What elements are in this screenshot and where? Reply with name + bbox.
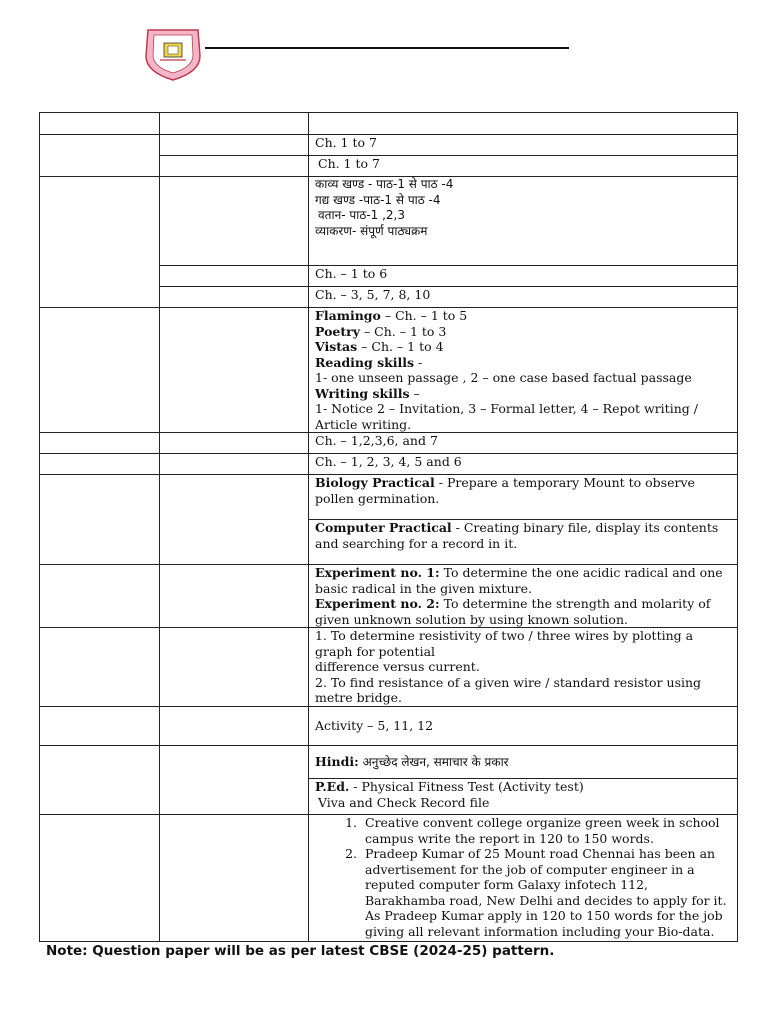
table-cell bbox=[40, 746, 160, 815]
table-cell bbox=[40, 707, 160, 746]
table-cell bbox=[160, 628, 309, 707]
table-cell bbox=[160, 156, 309, 177]
table-cell bbox=[160, 308, 309, 433]
english-line: Reading skills - bbox=[315, 354, 423, 370]
cell-text: Ch. – 1, 2, 3, 4, 5 and 6 bbox=[315, 454, 462, 469]
table-cell bbox=[40, 475, 160, 565]
table-cell bbox=[309, 707, 738, 746]
table-cell bbox=[160, 815, 309, 942]
table-cell bbox=[40, 113, 160, 135]
cell-text: Activity – 5, 11, 12 bbox=[315, 718, 434, 734]
practical-text: Computer Practical - Creating binary file, display its contents and searching for a record in it. bbox=[315, 520, 719, 551]
table-cell bbox=[40, 308, 160, 433]
table-cell bbox=[160, 565, 309, 628]
cell-text: Ch. – 3, 5, 7, 8, 10 bbox=[315, 287, 431, 302]
table-cell bbox=[160, 113, 309, 135]
table-cell bbox=[309, 287, 738, 308]
table-row bbox=[40, 135, 738, 156]
table-cell bbox=[309, 308, 738, 433]
practical-text: Viva and Check Record file bbox=[318, 794, 490, 810]
table-cell bbox=[40, 628, 160, 707]
table-cell bbox=[309, 113, 738, 135]
hindi-line: गद्य खण्ड -पाठ-1 से पाठ -4 bbox=[315, 192, 441, 207]
table-cell bbox=[40, 135, 160, 177]
cell-text: Ch. 1 to 7 bbox=[315, 135, 377, 150]
table-row bbox=[40, 454, 738, 475]
practical-text: 2. To find resistance of a given wire / standard resistor using metre bridge. bbox=[315, 674, 702, 705]
table-header-row bbox=[40, 113, 738, 135]
hindi-line: वतान- पाठ-1 ,2,3 bbox=[318, 208, 405, 222]
table-row bbox=[40, 628, 738, 707]
table-cell bbox=[40, 565, 160, 628]
table-row bbox=[40, 565, 738, 628]
practical-text: Experiment no. 1: To determine the one acidic radical and one basic radical in the given mixture. bbox=[315, 565, 723, 596]
english-line: Writing skills – bbox=[315, 385, 420, 401]
table-cell bbox=[160, 177, 309, 266]
english-line: Vistas – Ch. – 1 to 4 bbox=[315, 339, 444, 354]
cell-text: Ch. 1 to 7 bbox=[318, 156, 380, 171]
table-cell bbox=[309, 433, 738, 454]
table-cell bbox=[309, 779, 738, 815]
table-row bbox=[40, 177, 738, 266]
table-cell bbox=[40, 177, 160, 308]
table-cell bbox=[309, 454, 738, 475]
table-cell bbox=[40, 815, 160, 942]
table-cell bbox=[309, 266, 738, 287]
writing-tasks-list bbox=[315, 815, 731, 939]
table-cell bbox=[309, 135, 738, 156]
table-cell bbox=[309, 475, 738, 520]
table-cell bbox=[160, 135, 309, 156]
practical-text: P.Ed. - Physical Fitness Test (Activity test) bbox=[315, 779, 584, 794]
table-cell bbox=[309, 156, 738, 177]
school-logo bbox=[142, 26, 204, 82]
table-cell bbox=[160, 287, 309, 308]
table-row bbox=[40, 475, 738, 520]
table-cell bbox=[309, 520, 738, 565]
table-cell bbox=[309, 746, 738, 779]
english-line: 1- one unseen passage , 2 – one case based factual passage bbox=[315, 370, 692, 385]
table-row bbox=[40, 308, 738, 433]
practical-text: 1. To determine resistivity of two / three wires by plotting a graph for potential bbox=[315, 628, 694, 659]
table-cell bbox=[160, 707, 309, 746]
table-row bbox=[40, 707, 738, 746]
english-line: Poetry – Ch. – 1 to 3 bbox=[315, 323, 447, 339]
table-row bbox=[40, 433, 738, 454]
table-cell bbox=[309, 177, 738, 266]
english-line: 1- Notice 2 – Invitation, 3 – Formal letter, 4 – Repot writing / Article writing. bbox=[315, 401, 698, 432]
practical-text: difference versus current. bbox=[315, 659, 480, 674]
table-row bbox=[40, 815, 738, 942]
practical-text: Hindi: अनुच्छेद लेखन, समाचार के प्रकार bbox=[315, 754, 509, 769]
hindi-line: व्याकरण- संपूर्ण पाठ्यक्रम bbox=[315, 223, 428, 238]
practical-text: Experiment no. 2: To determine the strength and molarity of given unknown solution by using known solution. bbox=[315, 596, 711, 627]
table-cell bbox=[309, 565, 738, 628]
cell-text: Ch. – 1 to 6 bbox=[315, 266, 388, 281]
table-cell bbox=[160, 433, 309, 454]
table-cell bbox=[160, 746, 309, 815]
table-cell bbox=[309, 628, 738, 707]
table-cell bbox=[40, 454, 160, 475]
hindi-line: काव्य खण्ड - पाठ-1 से पाठ -4 bbox=[315, 177, 454, 191]
table-cell bbox=[160, 454, 309, 475]
table-cell bbox=[160, 475, 309, 565]
table-cell bbox=[160, 266, 309, 287]
english-line: Flamingo – Ch. – 1 to 5 bbox=[315, 308, 468, 323]
table-row bbox=[40, 746, 738, 779]
table-cell bbox=[309, 815, 738, 942]
list-item: 2. Pradeep Kumar of 25 Mount road Chennai has been an advertisement for the job of computer engineer in a reputed computer form Galaxy infotech 112, Barakhamba road, New Delhi and decides to apply for it. As Pradeep Kumar apply in 120 to 150 words for the job giving all relevant information including your Bio-data. bbox=[361, 846, 731, 939]
cell-text: Ch. – 1,2,3,6, and 7 bbox=[315, 433, 438, 448]
header-rule bbox=[205, 47, 569, 49]
practical-text: Biology Practical - Prepare a temporary Mount to observe pollen germination. bbox=[315, 475, 695, 506]
table-cell bbox=[40, 433, 160, 454]
syllabus-table bbox=[39, 112, 738, 942]
list-item: 1. Creative convent college organize green week in school campus write the report in 120 to 150 words. bbox=[361, 815, 731, 846]
footer-note: Note: Question paper will be as per latest CBSE (2024-25) pattern. bbox=[46, 943, 555, 959]
